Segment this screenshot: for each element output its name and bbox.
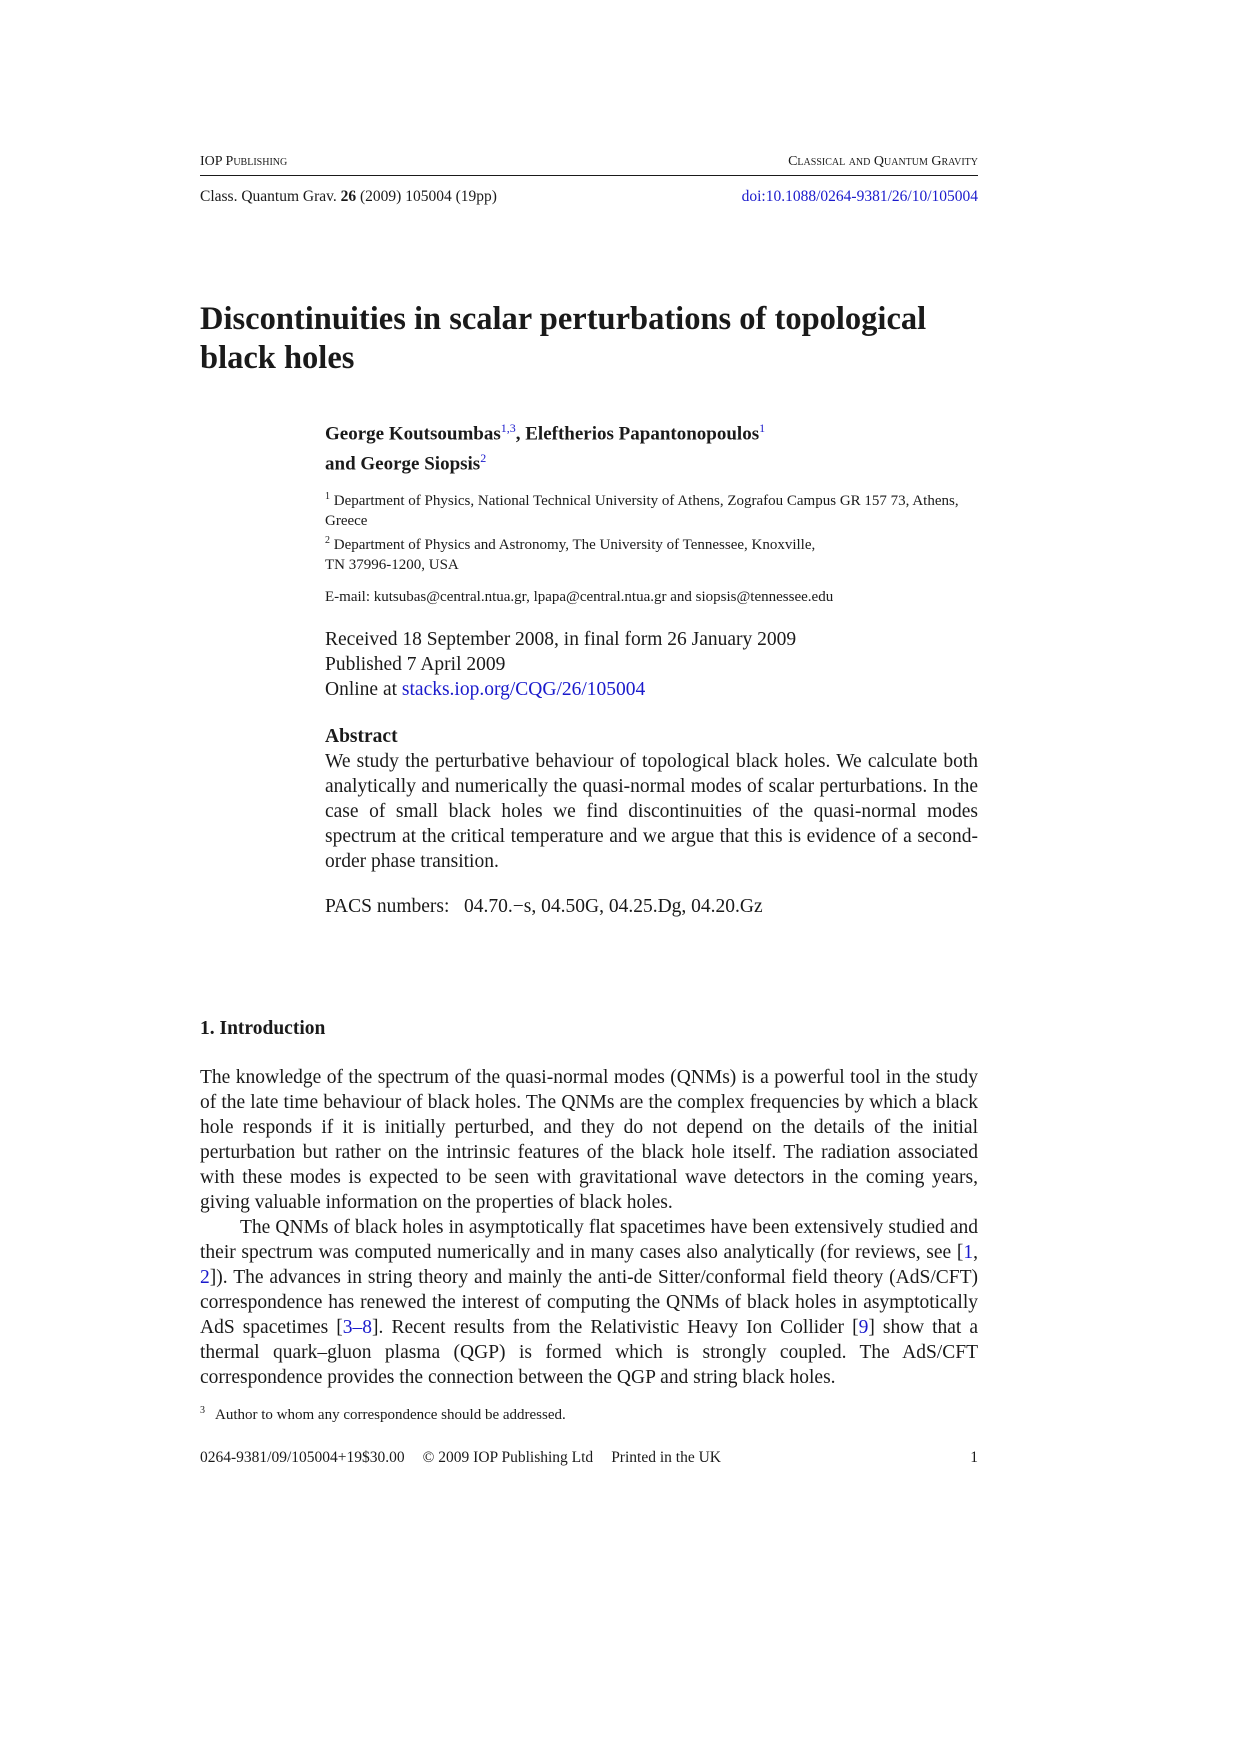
abstract-heading: Abstract — [325, 726, 398, 747]
pacs-numbers: PACS numbers: 04.70.−s, 04.50G, 04.25.Dg, 04.20.Gz — [325, 896, 763, 917]
citation: Class. Quantum Grav. 26 (2009) 105004 (19pp) — [200, 188, 497, 205]
citation-link[interactable]: 3–8 — [342, 1317, 373, 1338]
journal-name: Classical and Quantum Gravity — [788, 154, 978, 169]
paper-title: Discontinuities in scalar perturbations of topological black holes — [200, 301, 927, 376]
printed-note: Printed in the UK — [611, 1449, 721, 1466]
affiliation-ref[interactable]: 1 — [759, 421, 766, 435]
article-code: 0264-9381/09/105004+19$30.00 — [200, 1449, 405, 1466]
publisher-name: IOP Publishing — [200, 154, 288, 169]
page-footer — [200, 1449, 978, 1467]
section-heading: 1. Introduction — [200, 1018, 326, 1039]
affiliation: $^1$ Department of Physics, National Technical University of Athens, Zografou Campus GR 157 73, Athens, Greece — [325, 491, 959, 529]
page-number: 1 — [970, 1449, 978, 1466]
publication-dates — [325, 627, 978, 702]
running-header — [200, 154, 978, 176]
affiliations — [325, 487, 978, 575]
author-name: George Siopsis — [360, 453, 481, 475]
received-date: Received 18 September 2008, in final form 26 January 2009 — [325, 629, 797, 650]
abstract-body: We study the perturbative behaviour of topological black holes. We calculate both analytically and numerically the quasi-normal modes of scalar perturbations. In the case of small black holes we find discontinuities of the quasi-normal modes spectrum at the critical temperature and we argue that this is evidence of a second-order phase transition. — [325, 751, 978, 872]
doi-link[interactable]: doi:10.1088/0264-9381/26/10/105004 — [741, 188, 978, 205]
author-name: Eleftherios Papantonopoulos — [525, 423, 760, 445]
citation-line — [200, 188, 978, 206]
affiliation: $^2$ Department of Physics and Astronomy, The University of Tennessee, Knoxville, TN 37996-1200, USA — [325, 535, 816, 573]
published-date: Published 7 April 2009 — [325, 654, 506, 675]
author-name: George Koutsoumbas — [325, 423, 501, 445]
citation-link[interactable]: 2 — [200, 1267, 210, 1288]
online-line: Online at stacks.iop.org/CQG/26/105004 — [325, 679, 646, 700]
online-link[interactable]: stacks.iop.org/CQG/26/105004 — [401, 679, 646, 700]
affiliation-ref[interactable]: 1,3 — [500, 421, 516, 435]
abstract — [325, 724, 978, 874]
citation-link[interactable]: 1 — [963, 1242, 974, 1263]
copyright: © 2009 IOP Publishing Ltd — [422, 1449, 594, 1466]
email-line: E-mail: kutsubas@central.ntua.gr, lpapa@central.ntua.gr and siopsis@tennessee.edu — [325, 589, 834, 605]
footnote: $^3$ Author to whom any correspondence should be addressed. — [200, 1405, 566, 1423]
author-list: George Koutsoumbas$^{1,3}$, Eleftherios Papantonopoulos$^1$ and George Siopsis$^2$ — [325, 421, 766, 475]
paragraph: The QNMs of black holes in asymptotically flat spacetimes have been extensively studied and their spectrum was computed numerically and in many cases also analytically (for reviews, see [1, 2]). The advances in string theory and mainly the anti-de Sitter/conformal field theory (AdS/CFT) correspondence has renewed the interest of computing the QNMs of black holes in asymptotically AdS spacetimes [3–8]. Recent results from the Relativistic Heavy Ion Collider [9] show that a thermal quark–gluon plasma (QGP) is formed which is strongly coupled. The AdS/CFT correspondence provides the connection between the QGP and string black holes. — [200, 1217, 978, 1388]
affiliation-ref[interactable]: 2 — [480, 451, 487, 466]
introduction-body — [200, 1065, 978, 1390]
paragraph: The knowledge of the spectrum of the quasi-normal modes (QNMs) is a powerful tool in the study of the late time behaviour of black holes. The QNMs are the complex frequencies by which a black hole responds if it is initially perturbed, and they do not depend on the details of the initial perturbation but rather on the intrinsic features of the black hole itself. The radiation associated with these modes is expected to be seen with gravitational wave detectors in the coming years, giving valuable information on the properties of black holes. — [200, 1067, 978, 1213]
citation-link[interactable]: 9 — [858, 1317, 869, 1338]
